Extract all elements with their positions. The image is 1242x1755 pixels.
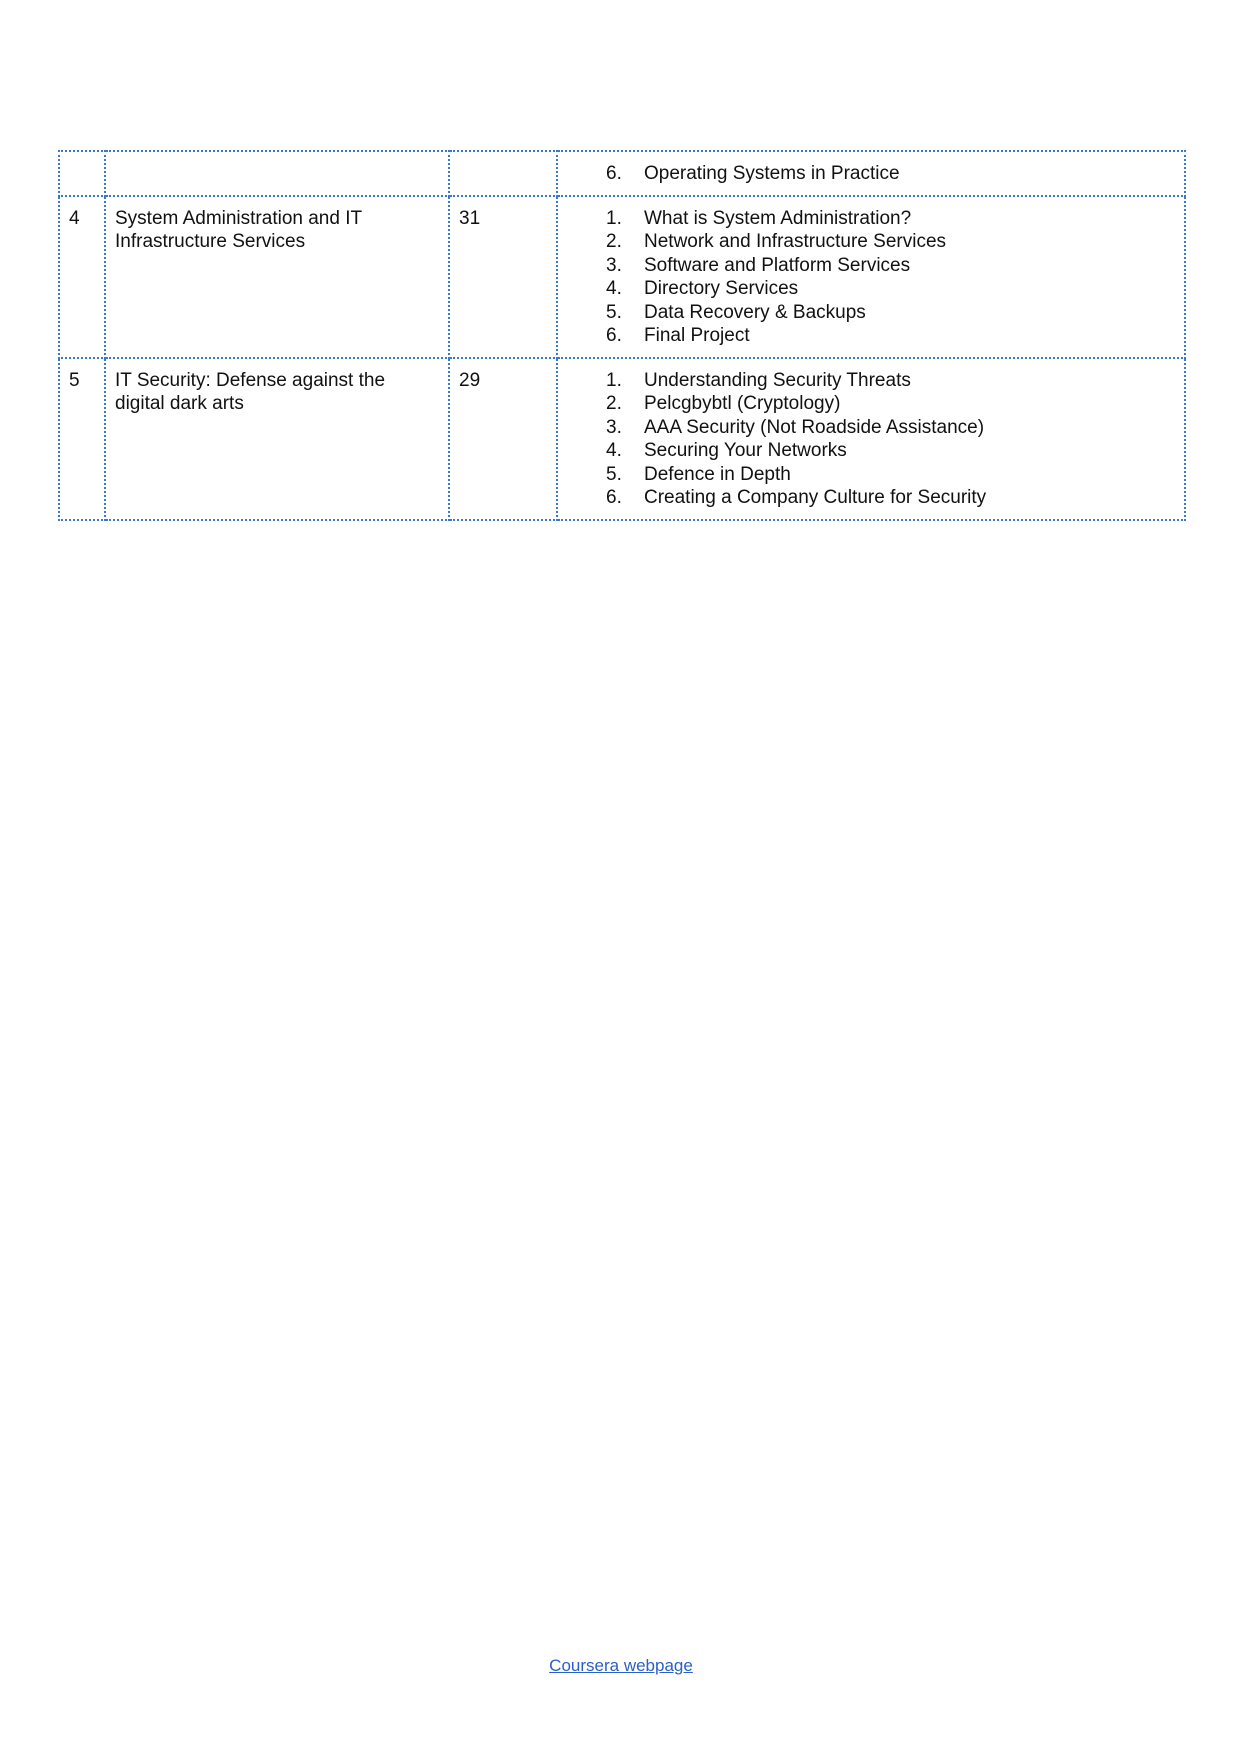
footer — [0, 1656, 1242, 1676]
topic-number: 2. — [606, 231, 622, 252]
course-table-body — [59, 151, 1185, 520]
topic-text: Securing Your Networks — [644, 440, 847, 461]
topic-number: 1. — [606, 207, 622, 229]
topic-text: Final Project — [644, 325, 750, 346]
course-hours-cell: 31 — [449, 196, 557, 358]
topic-text: Network and Infrastructure Services — [644, 231, 947, 252]
topic-number: 2. — [606, 393, 622, 414]
course-topics-cell — [557, 151, 1185, 196]
course-topics-cell — [557, 196, 1185, 358]
list-item — [606, 463, 1175, 487]
table-row — [59, 358, 1185, 520]
list-item — [606, 254, 1175, 278]
list-item — [606, 277, 1175, 301]
topic-number: 3. — [606, 254, 622, 276]
list-item — [606, 369, 1175, 393]
topic-number: 1. — [606, 369, 622, 391]
topic-number: 6. — [606, 487, 622, 508]
course-number-cell — [59, 151, 105, 196]
topic-list — [567, 369, 1175, 510]
topic-text: Creating a Company Culture for Security — [644, 487, 987, 508]
course-topics-cell — [557, 358, 1185, 520]
course-hours-cell: 29 — [449, 358, 557, 520]
topic-number: 4. — [606, 278, 622, 299]
topic-number: 6. — [606, 163, 622, 184]
topic-text: Data Recovery & Backups — [644, 301, 866, 323]
topic-text: What is System Administration? — [644, 207, 912, 229]
topic-list — [567, 162, 1175, 186]
list-item — [606, 301, 1175, 325]
topic-text: AAA Security (Not Roadside Assistance) — [644, 416, 985, 438]
table-row — [59, 151, 1185, 196]
course-name-cell — [105, 151, 449, 196]
table-row — [59, 196, 1185, 358]
topic-list — [567, 207, 1175, 348]
course-name-cell: System Administration and IT Infrastructure Services — [105, 196, 449, 358]
topic-text: Understanding Security Threats — [644, 369, 911, 391]
list-item — [606, 439, 1175, 463]
topic-text: Defence in Depth — [644, 463, 791, 485]
topic-text: Pelcgbybtl (Cryptology) — [644, 393, 841, 414]
course-table — [58, 150, 1186, 521]
list-item — [606, 207, 1175, 231]
topic-text: Directory Services — [644, 278, 799, 299]
course-number-cell: 4 — [59, 196, 105, 358]
topic-text: Software and Platform Services — [644, 254, 911, 276]
coursera-webpage-link[interactable]: Coursera webpage — [549, 1656, 693, 1675]
topic-number: 3. — [606, 416, 622, 438]
list-item — [606, 392, 1175, 416]
list-item — [606, 486, 1175, 510]
topic-number: 4. — [606, 440, 622, 461]
course-number-cell: 5 — [59, 358, 105, 520]
list-item — [606, 324, 1175, 348]
list-item — [606, 162, 1175, 186]
topic-text: Operating Systems in Practice — [644, 163, 900, 184]
course-hours-cell — [449, 151, 557, 196]
list-item — [606, 416, 1175, 440]
topic-number: 5. — [606, 301, 622, 323]
topic-number: 5. — [606, 463, 622, 485]
topic-number: 6. — [606, 325, 622, 346]
list-item — [606, 230, 1175, 254]
course-name-cell: IT Security: Defense against the digital dark arts — [105, 358, 449, 520]
